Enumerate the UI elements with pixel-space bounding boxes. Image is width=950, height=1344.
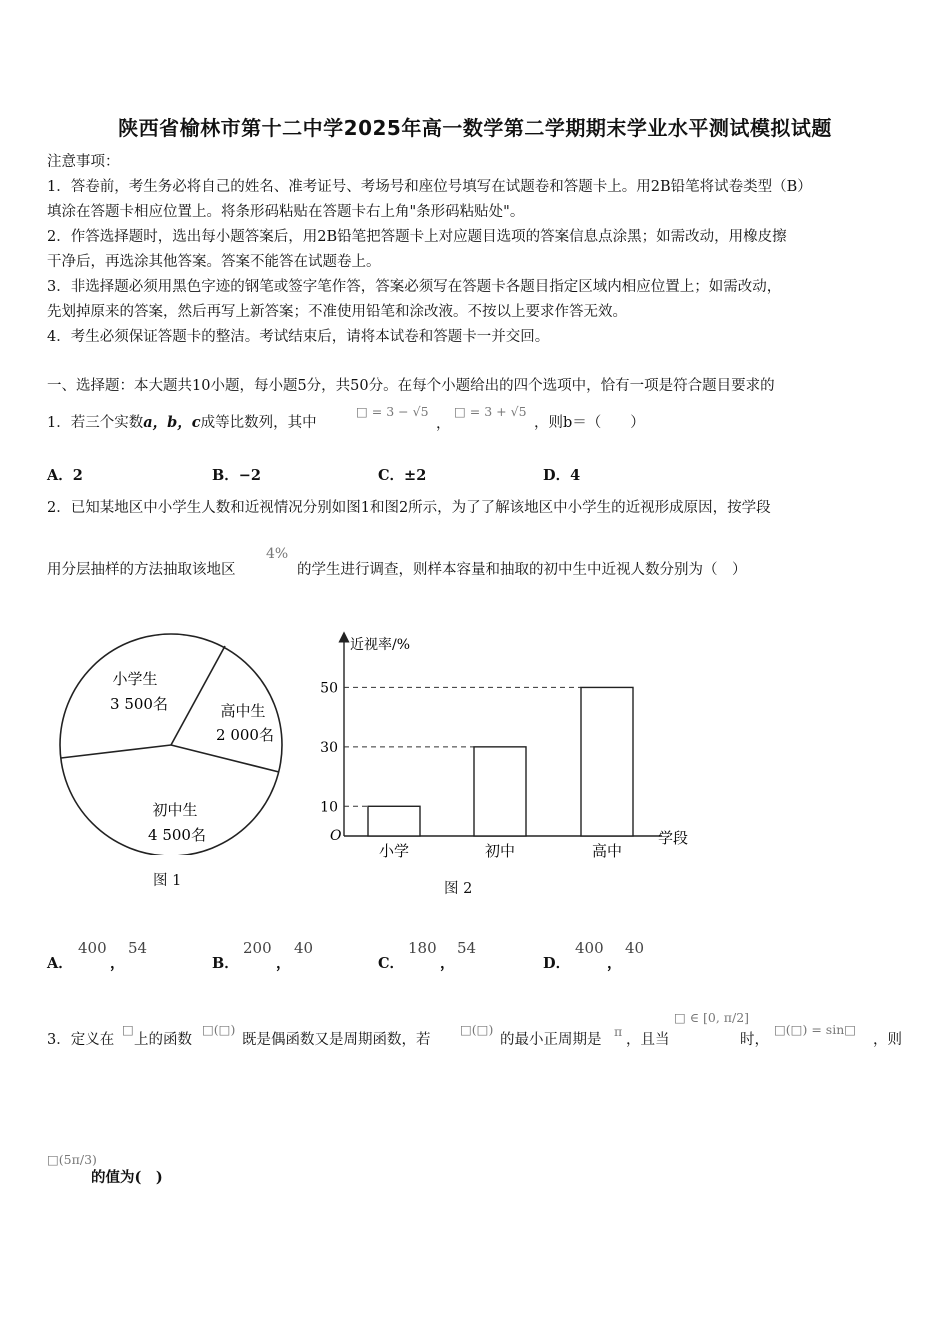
bar [581,687,633,836]
notice-line: 先划掉原来的答案，然后再写上新答案；不准使用铅笔和涂改液。不按以上要求作答无效。 [47,304,627,320]
question-text: 若三个实数 [70,415,144,431]
x-tick-label: 高中 [591,842,623,860]
bar-chart [320,625,710,860]
separator: ， [436,416,451,432]
question-text: ，则b＝（ ） [534,415,645,431]
notice-line: 干净后，再选涂其他答案。答案不能答在试题卷上。 [47,254,381,270]
question-number: 1． [47,415,71,431]
pie-chart [55,615,295,855]
page-title: 陕西省榆林市第十二中学2025年高一数学第二学期期末学业水平测试模拟试题 [118,116,832,140]
question-number: 2． [47,500,71,516]
option-c-value: 54 [457,939,477,957]
question-vars: a，b，c [143,414,201,431]
option-b-value: 200 [243,939,272,957]
option-d: D．4 [543,467,581,484]
y-tick-label: 50 [320,680,338,697]
option-d-value: 40 [625,939,645,957]
figure-caption: 图 2 [444,881,473,897]
pie-label: 高中生 [220,702,266,720]
math-expression: □(□) [460,1022,494,1037]
notice-line: 2．作答选择题时，选出每小题答案后，用2B铅笔把答题卡上对应题目选项的答案信息点涂黑；如需改动，用橡皮擦 [47,229,787,245]
math-expression: □ ∈ [0, π/2] [674,1010,750,1025]
y-tick-label: 10 [320,799,338,816]
figure-caption: 图 1 [153,873,182,889]
origin-label: O [330,828,342,844]
math-expression: □(5π/3) [47,1152,97,1167]
math-expression: □ = 3 + √5 [454,404,527,419]
option-a-value: 400 [78,939,107,957]
x-tick-label: 小学 [378,842,410,860]
option-b-label: B． [212,955,239,972]
section-heading: 一、选择题：本大题共10小题，每小题5分，共50分。在每个小题给出的四个选项中，恰有一项是符合题目要求的 [47,378,775,394]
option-a-label: A． [47,955,73,972]
question-text: 的值为( ) [91,1169,163,1186]
x-tick-label: 初中 [484,842,516,860]
option-c-value: 180 [408,939,437,957]
notice-line: 4．考生必须保证答题卡的整洁。考试结束后，请将本试卷和答题卡一并交回。 [47,329,550,345]
option-c-sep: ， [440,955,455,972]
pie-value: 2 000名 [216,726,274,744]
y-axis-label: 近视率/% [350,637,411,653]
math-expression: □(□) = sin□ [774,1022,857,1037]
math-expression: π [614,1024,623,1039]
question-text: 已知某地区中小学生人数和近视情况分别如图1和图2所示，为了了解该地区中小学生的近视形成原因，按学段 [70,500,771,516]
math-expression: □ = 3 − √5 [356,404,429,419]
option-a: A．2 [47,467,83,484]
question-text: 上的函数 [134,1032,192,1048]
option-d-value: 400 [575,939,604,957]
option-a-value: 54 [128,939,148,957]
option-b: B．−2 [212,467,262,484]
x-axis-label: 学段 [658,829,689,847]
question-number: 3． [47,1032,71,1048]
option-b-value: 40 [294,939,314,957]
notice-line: 1．答卷前，考生务必将自己的姓名、准考证号、考场号和座位号填写在试题卷和答题卡上。用2B铅笔将试卷类型（B） [47,179,812,195]
question-2 [47,498,771,518]
option-c: C．±2 [378,467,427,484]
pie-value: 4 500名 [148,826,206,844]
math-expression: □ [122,1022,134,1037]
question-text: 时， [740,1032,769,1048]
question-text: 的最小正周期是 [500,1032,602,1048]
math-expression: □(□) [202,1022,236,1037]
question-text: ，则 [873,1032,902,1048]
question-text: 用分层抽样的方法抽取该地区 [47,562,236,578]
pie-value: 3 500名 [110,695,168,713]
bar [474,747,526,836]
option-d-label: D． [543,955,571,972]
pie-label: 初中生 [152,801,198,819]
question-text: ，且当 [626,1032,670,1048]
bar [368,806,420,836]
pie-label: 小学生 [112,670,158,688]
math-expression: 4% [266,546,289,562]
notice-heading: 注意事项： [47,154,120,170]
question-1 [47,413,317,433]
option-c-label: C． [378,955,405,972]
question-text: 成等比数列，其中 [200,415,317,431]
question-text: 既是偶函数又是周期函数，若 [242,1032,431,1048]
question-text: 的学生进行调查，则样本容量和抽取的初中生中近视人数分别为（ ） [297,562,747,578]
y-tick-label: 30 [320,739,338,756]
notice-line: 填涂在答题卡相应位置上。将条形码粘贴在答题卡右上角"条形码粘贴处"。 [47,204,525,220]
question-text: 定义在 [70,1032,115,1048]
option-a-sep: ， [110,955,125,972]
notice-line: 3．非选择题必须用黑色字迹的钢笔或签字笔作答，答案必须写在答题卡各题目指定区域内相应位置上；如需改动， [47,279,782,295]
question-3 [47,1030,114,1050]
option-b-sep: ， [276,955,291,972]
option-d-sep: ， [607,955,622,972]
